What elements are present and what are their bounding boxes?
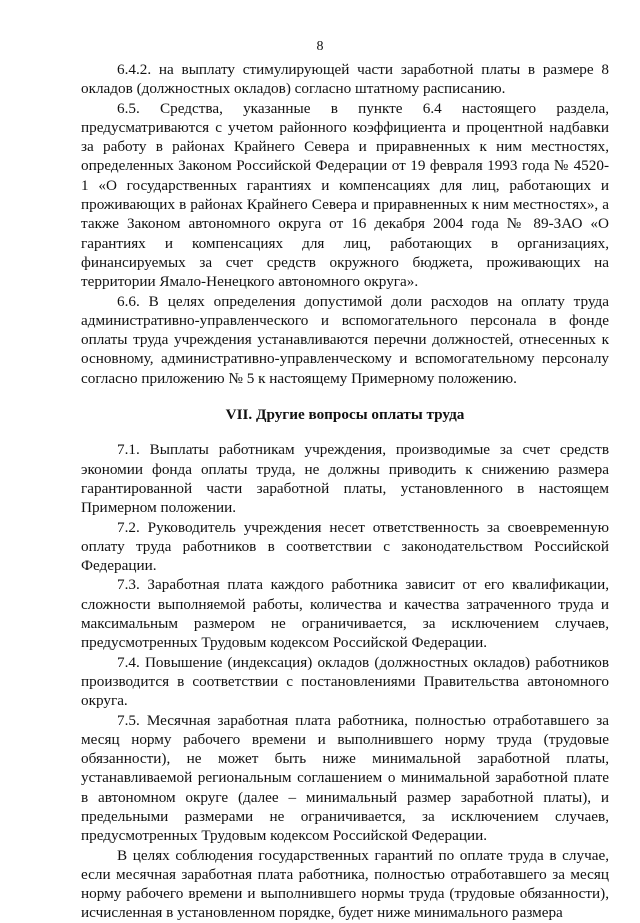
document-body [81,60,609,923]
paragraph-7-5: 7.5. Месячная заработная плата работника, полностью отработавшего за месяц норму рабочего времени и выполнившего норму труда (трудовые обязанности), не может быть ниже минимальной заработной платы, устанавливаемой региональным соглашением о минимальной заработной плате в автономном округе (далее – минимальный размер заработной платы), и предельными размерами не ограничивается, за исключением случаев, предусмотренных Трудовым кодексом Российской Федерации. [81,711,609,845]
paragraph-7-1: 7.1. Выплаты работникам учреждения, производимые за счет средств экономии фонда оплаты труда, не должны приводить к снижению размера гарантированной части заработной платы, установленного в настоящем Примерном положении. [81,441,609,517]
paragraph-6-4-2: 6.4.2. на выплату стимулирующей части заработной платы в размере 8 окладов (должностных окладов) согласно штатному расписанию. [81,61,609,98]
page-number: 8 [316,39,324,54]
section-heading: VII. Другие вопросы оплаты труда [225,406,465,424]
paragraph-guarantees: В целях соблюдения государственных гарантий по оплате труда в случае, если месячная заработная плата работника, полностью отработавшего за месяц норму рабочего времени и выполнившего нормы труда (трудовые обязанности), исчисленная в установленном порядке, будет ниже минимального размера [81,846,609,922]
paragraph-7-3: 7.3. Заработная плата каждого работника зависит от его квалификации, сложности выполняемой работы, количества и качества затраченного труда и максимальным размером не ограничивается, за исключением случаев, предусмотренных Трудовым кодексом Российской Федерации. [81,576,609,652]
paragraph-6-5: 6.5. Средства, указанные в пункте 6.4 настоящего раздела, предусматриваются с учетом районного коэффициента и процентной надбавки за работу в районах Крайнего Севера и приравненных к ним местностях, определенных Законом Российской Федерации от 19 февраля 1993 года № 4520-1 «О государственных гарантиях и компенсациях для лиц, работающих и проживающих в районах Крайнего Севера и приравненных к ним местностях», а также Законом автономного округа от 16 декабря 2004 года № 89-ЗАО «О гарантиях и компенсациях для лиц, работающих в организациях, финансируемых за счет средств окружного бюджета, проживающих на территории Ямало-Ненецкого автономного округа». [81,99,609,291]
paragraph-7-4: 7.4. Повышение (индексация) окладов (должностных окладов) работников производится в соответствии с постановлениями Правительства автономного округа. [81,653,609,710]
paragraph-6-6: 6.6. В целях определения допустимой доли расходов на оплату труда административно-управленческого и вспомогательного персонала в фонде оплаты труда учреждения устанавливаются перечни должностей, отнесенных к основному, административно-управленческому и вспомогательному персоналу согласно приложению № 5 к настоящему Примерному положению. [81,292,609,387]
paragraph-7-2: 7.2. Руководитель учреждения несет ответственность за своевременную оплату труда работников в соответствии с законодательством Российской Федерации. [81,518,609,575]
